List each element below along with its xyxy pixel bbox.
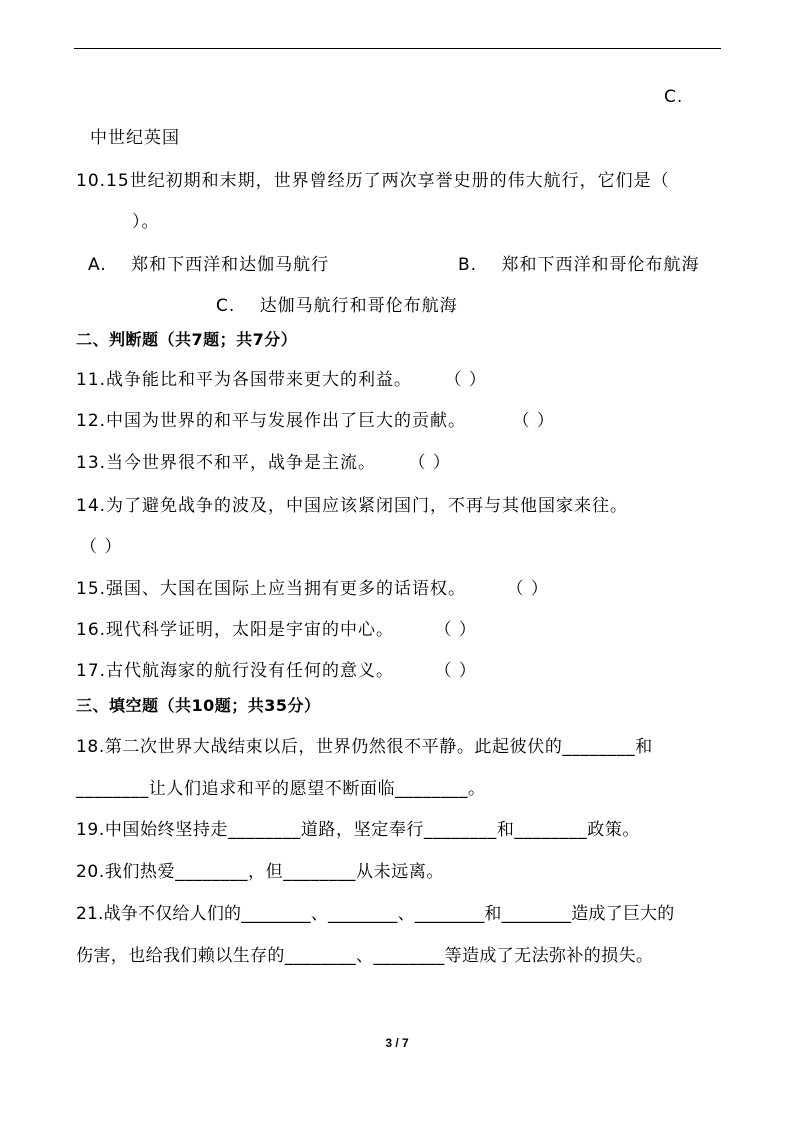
q10-option-a [88, 254, 329, 276]
question-text: 13.当今世界很不和平，战争是主流。 [76, 453, 377, 473]
q10-option-b [458, 254, 699, 276]
q9-option-c-text: 中世纪英国 [90, 128, 180, 148]
question-15 [76, 578, 549, 600]
q10-option-a-text: 郑和下西洋和达伽马航行 [131, 255, 330, 275]
question-text: 12.中国为世界的和平与发展作出了巨大的贡献。 [76, 411, 467, 431]
q10-option-c [216, 295, 458, 317]
question-17 [76, 660, 477, 682]
question-19: 19.中国始终坚持走________道路，坚定奉行________和________政策。 [76, 820, 641, 840]
question-18-line-1: 18.第二次世界大战结束以后，世界仍然很不平静。此起彼伏的________和 [76, 737, 653, 757]
answer-paren: （ ） [506, 579, 549, 599]
header-rule [74, 48, 721, 49]
q10-stem: 10.15世纪初期和末期，世界曾经历了两次享誉史册的伟大航行，它们是（ [76, 171, 670, 191]
answer-paren: （ ） [444, 370, 487, 390]
answer-paren: （ ） [512, 411, 555, 431]
q10-option-a-label: A. [88, 255, 107, 275]
question-20: 20.我们热爱________，但________从未远离。 [76, 862, 445, 882]
q10-option-b-text: 郑和下西洋和哥伦布航海 [501, 255, 700, 275]
question-21-line-2: 伤害，也给我们赖以生存的________、________等造成了无法弥补的损失。 [76, 946, 654, 966]
question-21-line-1: 21.战争不仅给人们的________、________、________和________造成了巨大的 [76, 904, 675, 924]
q9-option-c-label: C. [664, 87, 684, 107]
question-13 [76, 452, 451, 474]
question-text: 16.现代科学证明，太阳是宇宙的中心。 [76, 620, 395, 640]
question-16 [76, 619, 477, 641]
question-12 [76, 410, 555, 432]
q10-stem-end: ）。 [132, 212, 160, 232]
q10-option-c-text: 达伽马航行和哥伦布航海 [259, 296, 458, 316]
answer-paren: （ ） [408, 453, 451, 473]
question-18-line-2: ________让人们追求和平的愿望不断面临________。 [76, 779, 486, 799]
section-2-heading: 二、判断题（共7题；共7分） [76, 330, 298, 349]
q10-option-b-label: B. [458, 255, 478, 275]
question-11 [76, 369, 487, 391]
question-14: 14.为了避免战争的波及，中国应该紧闭国门，不再与其他国家来往。 [76, 496, 629, 516]
page-number: 3 / 7 [385, 1036, 409, 1050]
question-text: 17.古代航海家的航行没有任何的意义。 [76, 661, 395, 681]
section-3-heading: 三、填空题（共10题；共35分） [76, 696, 321, 715]
question-14-paren: （ ） [80, 537, 123, 557]
q10-option-c-label: C. [216, 296, 236, 316]
answer-paren: （ ） [434, 661, 477, 681]
question-text: 15.强国、大国在国际上应当拥有更多的话语权。 [76, 579, 467, 599]
answer-paren: （ ） [434, 620, 477, 640]
question-text: 11.战争能比和平为各国带来更大的利益。 [76, 370, 413, 390]
